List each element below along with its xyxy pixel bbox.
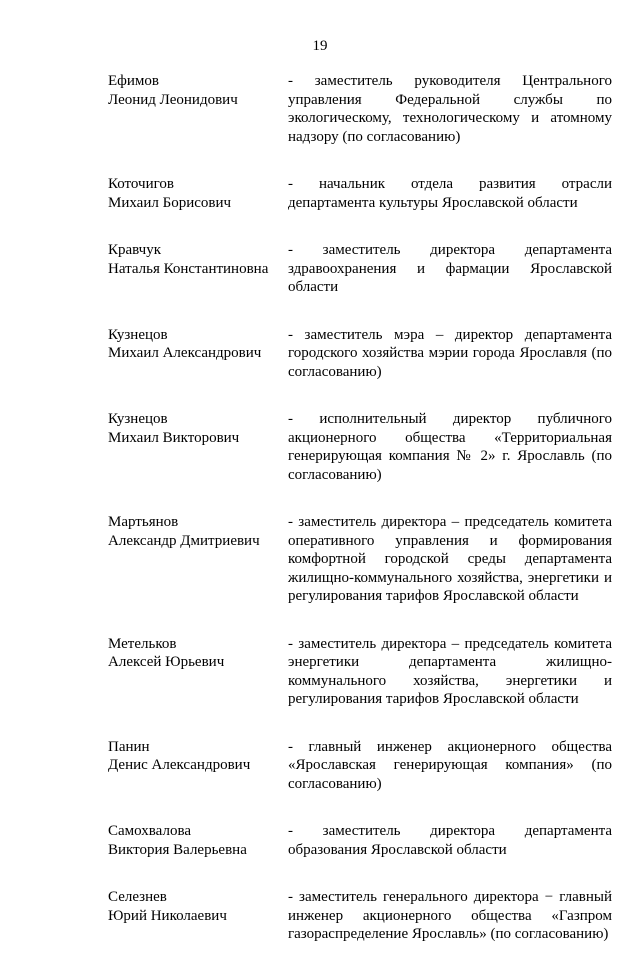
surname: Коточигов: [108, 176, 174, 192]
surname: Метельков: [108, 635, 177, 652]
person-name: [108, 326, 288, 382]
given-names: Виктория Валерьевна: [108, 841, 247, 858]
person-role: - начальник отдела развития отрасли департамента культуры Ярославской области: [288, 176, 612, 211]
surname: Ефимов: [108, 73, 159, 89]
list-item: [108, 241, 612, 297]
given-names: Михаил Викторович: [108, 429, 240, 446]
list-item: [108, 410, 612, 484]
person-name: [108, 888, 288, 944]
person-name: [108, 72, 288, 146]
given-names: Михаил Александрович: [108, 345, 262, 361]
page-number: 19: [312, 38, 328, 54]
person-name: [108, 175, 288, 212]
person-role: - заместитель директора департамента здравоохранения и фармации Ярославской области: [288, 242, 612, 295]
person-role: - заместитель руководителя Центрального управления Федеральной службы по экологическому, технологическому и атомному надзору (по согласованию): [288, 73, 612, 145]
given-names: Михаил Борисович: [108, 194, 232, 211]
given-names: Юрий Николаевич: [108, 907, 227, 924]
person-name: [108, 241, 288, 297]
person-name: [108, 410, 288, 484]
person-role: - заместитель директора – председатель комитета оперативного управления и формирования комфортной городской среды департамента жилищно-коммунального хозяйства, энергетики и регулирования тарифов Ярославской области: [288, 514, 612, 604]
list-item: [108, 175, 612, 212]
list-item: [108, 635, 612, 709]
given-names: Денис Александрович: [108, 757, 251, 773]
surname: Мартьянов: [108, 514, 179, 530]
given-names: Александр Дмитриевич: [108, 532, 260, 549]
person-role: - заместитель генерального директора − главный инженер акционерного общества «Газпром газораспределение Ярославль» (по согласованию): [288, 889, 612, 942]
given-names: Наталья Константиновна: [108, 260, 269, 277]
given-names: Алексей Юрьевич: [108, 654, 225, 670]
person-role: - заместитель директора – председатель комитета энергетики департамента жилищно-коммунального хозяйства, энергетики и регулирования тарифов Ярославской области: [288, 635, 612, 707]
list-item: [108, 326, 612, 382]
person-name: [108, 738, 288, 794]
given-names: Леонид Леонидович: [108, 91, 238, 108]
list-item: [108, 888, 612, 944]
surname: Селезнев: [108, 889, 167, 905]
person-role: - исполнительный директор публичного акционерного общества «Территориальная генерирующая компания № 2» г. Ярославль (по согласованию): [288, 411, 612, 483]
members-list: [108, 72, 612, 973]
person-name: [108, 635, 288, 709]
list-item: [108, 822, 612, 859]
surname: Кузнецов: [108, 326, 168, 343]
surname: Самохвалова: [108, 823, 191, 839]
person-name: [108, 822, 288, 859]
person-role: - главный инженер акционерного общества «Ярославская генерирующая компания» (по согласованию): [288, 738, 612, 792]
surname: Панин: [108, 738, 150, 755]
surname: Кузнецов: [108, 411, 168, 427]
person-role: - заместитель директора департамента образования Ярославской области: [288, 823, 612, 858]
list-item: [108, 72, 612, 146]
list-item: [108, 513, 612, 606]
person-name: [108, 513, 288, 606]
person-role: - заместитель мэра – директор департамента городского хозяйства мэрии города Ярославля (по согласованию): [288, 326, 612, 380]
surname: Кравчук: [108, 242, 162, 258]
list-item: [108, 738, 612, 794]
